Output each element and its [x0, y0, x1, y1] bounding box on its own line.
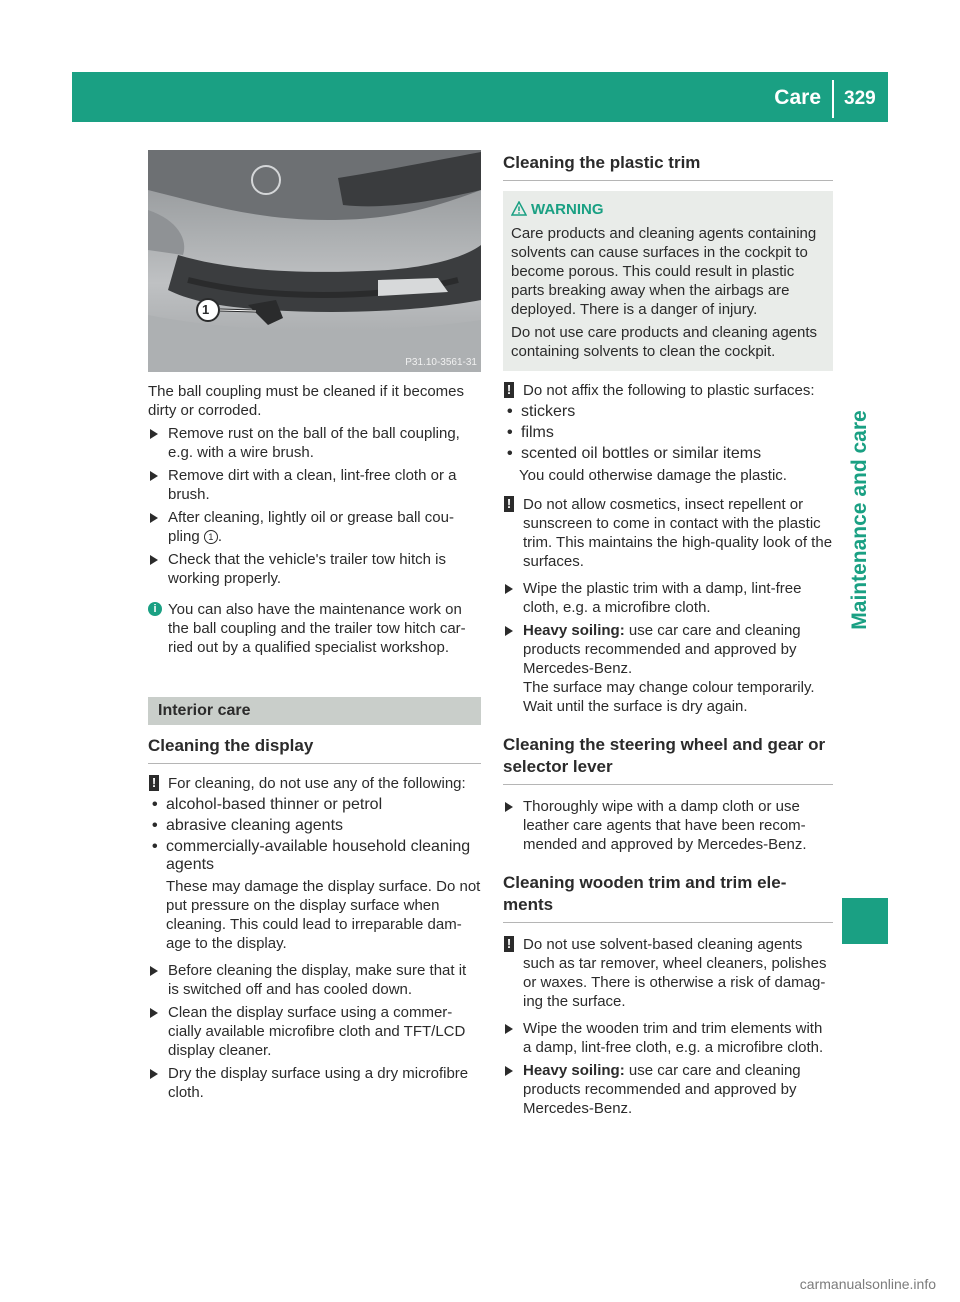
- display-note: [148, 774, 481, 793]
- list-item: • scented oil bottles or similar items: [507, 445, 762, 462]
- section-title: Care: [774, 86, 821, 109]
- heavy-extra-2: Wait until the surface is dry again.: [523, 698, 748, 715]
- heading-steering-wheel: Cleaning the steering wheel and gear or selector lever: [503, 734, 833, 785]
- wood-note-text: Do not use solvent-based cleaning agents such as tar remover, wheel cleaners, polishes or waxes. There is otherwise a risk of damag- ing the surface.: [523, 936, 827, 1010]
- bullet-text: commercially-available household cleaning agents: [166, 838, 471, 873]
- step-wipe-wood: Wipe the wooden trim and trim elements with a damp, lint-free cloth, e.g. a microfibre cloth.: [503, 1019, 833, 1057]
- list-item: • films: [507, 424, 554, 441]
- left-column: [148, 150, 481, 1102]
- heavy-text: use car care and cleaning products recommended and approved by Mercedes-Benz.: [523, 622, 801, 677]
- heading-plastic-trim: Cleaning the plastic trim: [503, 152, 833, 181]
- heading-wooden-trim: Cleaning wooden trim and trim ele- ments: [503, 872, 833, 923]
- list-item: • abrasive cleaning agents: [152, 817, 344, 834]
- plastic-note-2: [503, 495, 833, 571]
- callout-number: 1: [202, 302, 210, 317]
- page-number: 329: [844, 88, 876, 109]
- info-icon: i: [148, 602, 162, 616]
- chapter-tab: [840, 350, 880, 690]
- heading-cleaning-display: Cleaning the display: [148, 735, 481, 764]
- bullet-text: films: [521, 424, 554, 441]
- bullet-text: abrasive cleaning agents: [166, 817, 344, 834]
- chapter-marker: [842, 898, 888, 944]
- list-item: • alcohol-based thinner or petrol: [152, 796, 383, 813]
- plastic-note-1: [503, 381, 833, 400]
- warning-box: [503, 191, 833, 371]
- plastic-note-1-text: Do not affix the following to plastic surfaces:: [523, 382, 815, 399]
- step-oil-coupling: [148, 508, 481, 546]
- step-heavy-soiling: [503, 621, 833, 678]
- bullet-text: scented oil bottles or similar items: [521, 445, 762, 462]
- bullet-text: stickers: [521, 403, 576, 420]
- intro-text: The ball coupling must be cleaned if it becomes dirty or corroded.: [148, 383, 465, 419]
- ball-coupling-photo: [148, 150, 481, 372]
- footer-watermark: carmanualsonline.info: [799, 1276, 936, 1292]
- step-oil-text: After cleaning, lightly oil or grease ball cou- pling: [168, 509, 454, 545]
- warning-title: [511, 201, 825, 218]
- display-note-text: For cleaning, do not use any of the following:: [168, 775, 466, 792]
- caution-icon: !: [504, 936, 514, 952]
- step-wipe-steering: Thoroughly wipe with a damp cloth or use leather care agents that have been recom- mended and approved by Mercedes-Benz.: [503, 797, 833, 854]
- header-divider: [832, 80, 834, 118]
- step-wipe-plastic: Wipe the plastic trim with a damp, lint-free cloth, e.g. a microfibre cloth.: [503, 579, 833, 617]
- bullet-text: alcohol-based thinner or petrol: [166, 796, 383, 813]
- heavy-label: Heavy soiling:: [523, 1062, 625, 1079]
- callout-ref: 1: [204, 530, 218, 544]
- list-item: • commercially-available household cleaning agents: [152, 838, 471, 873]
- step-wood-heavy: [503, 1061, 833, 1118]
- step-remove-dirt: Remove dirt with a clean, lint-free cloth or a brush.: [148, 466, 481, 504]
- chapter-label: Maintenance and care: [848, 410, 871, 630]
- plastic-note-1-after: You could otherwise damage the plastic.: [519, 467, 787, 484]
- heavy-extra-1: The surface may change colour temporarily.: [523, 679, 815, 696]
- step-clean-display: Clean the display surface using a commer- cially available microfibre cloth and TFT/LCD display cleaner.: [148, 1003, 481, 1060]
- car-rear-illustration: [148, 150, 481, 372]
- step-switch-off: Before cleaning the display, make sure that it is switched off and has cooled down.: [148, 961, 481, 999]
- info-note: [148, 600, 481, 657]
- wood-note: [503, 935, 833, 1011]
- caution-icon: !: [149, 775, 159, 791]
- plastic-note-2-text: Do not allow cosmetics, insect repellent or sunscreen to come in contact with the plastic trim. This maintains the high-quality look of the surfaces.: [523, 496, 833, 570]
- caution-icon: !: [504, 382, 514, 398]
- header-bar: [72, 72, 888, 122]
- step-oil-end: .: [217, 528, 223, 545]
- step-dry-display: Dry the display surface using a dry microfibre cloth.: [148, 1064, 481, 1102]
- display-warning-text: These may damage the display surface. Do not put pressure on the display surface when cleaning. This could lead to irreparable dam- age to the display.: [166, 878, 481, 952]
- step-remove-rust: Remove rust on the ball of the ball coupling, e.g. with a wire brush.: [148, 424, 481, 462]
- warning-text-2: Do not use care products and cleaning agents containing solvents to clean the cockpit.: [511, 324, 818, 360]
- step-check-hitch: Check that the vehicle's trailer tow hitch is working properly.: [148, 550, 481, 588]
- caution-icon: !: [504, 496, 514, 512]
- warning-label: WARNING: [531, 201, 604, 218]
- right-column: [503, 150, 833, 1118]
- warning-text-1: Care products and cleaning agents containing solvents can cause surfaces in the cockpit to become porous. This could result in plastic parts breaking away when the airbags are deployed. There is a danger of injury.: [511, 225, 817, 318]
- heavy-label: Heavy soiling:: [523, 622, 625, 639]
- info-text: You can also have the maintenance work on the ball coupling and the trailer tow hitch car- ried out by a qualified specialist workshop.: [168, 601, 466, 656]
- warning-triangle-icon: [511, 201, 527, 216]
- image-code: P31.10-3561-31: [405, 357, 477, 368]
- list-item: • stickers: [507, 403, 576, 420]
- section-band-interior-care: Interior care: [148, 697, 481, 725]
- heavy-text: use car care and cleaning products recommended and approved by Mercedes-Benz.: [523, 1062, 801, 1117]
